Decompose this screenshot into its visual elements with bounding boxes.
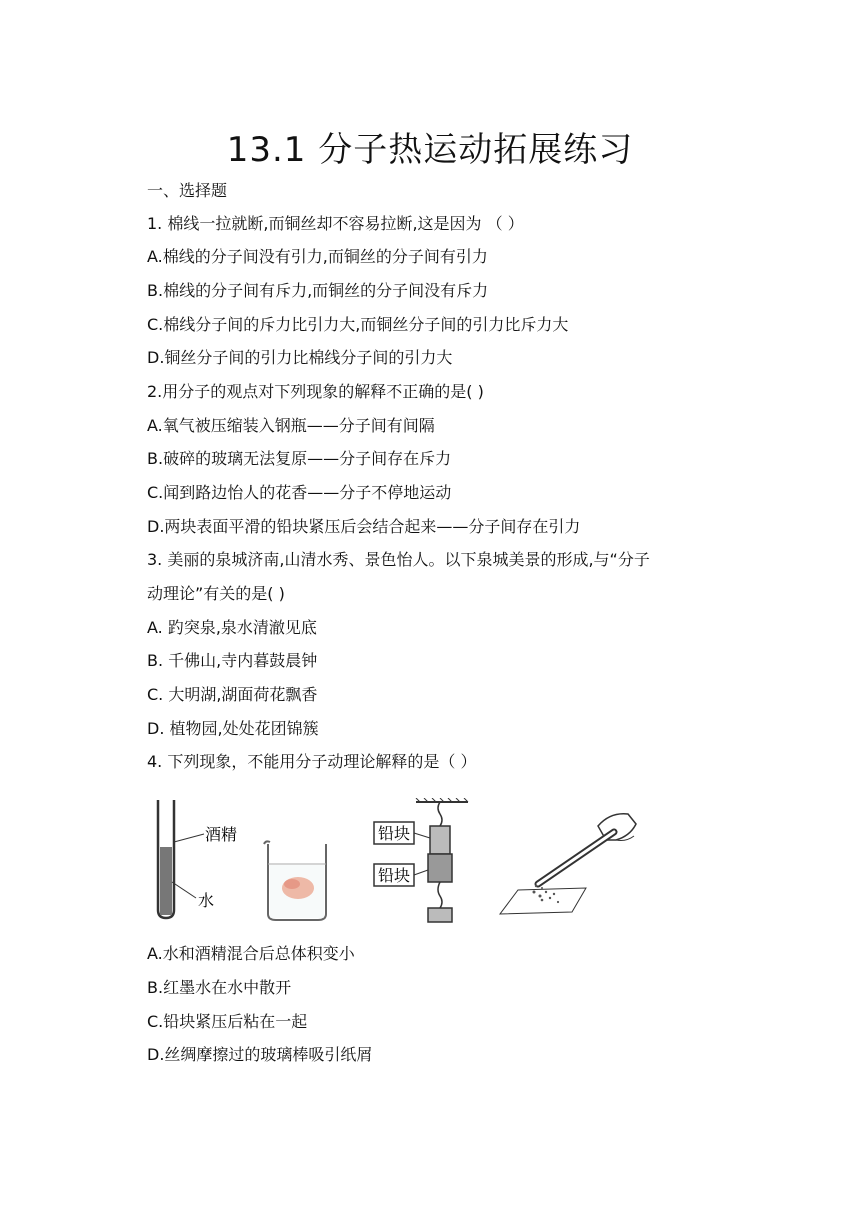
q1-option-c: C.棉线分子间的斥力比引力大,而铜丝分子间的引力比斥力大	[147, 315, 569, 334]
q4-option-a: A.水和酒精混合后总体积变小	[147, 944, 355, 963]
q4-option-c: C.铅块紧压后粘在一起	[147, 1012, 308, 1031]
lead-label-bottom: 铅块	[378, 866, 411, 885]
test-tube-figure	[150, 792, 250, 922]
q4-option-b: B.红墨水在水中散开	[147, 978, 292, 997]
q4-stem: 4. 下列现象，不能用分子动理论解释的是（ ）	[147, 752, 477, 771]
page-title: 13.1 分子热运动拓展练习	[226, 130, 634, 170]
water-label: 水	[198, 891, 215, 910]
q3-option-a: A. 趵突泉,泉水清澈见底	[147, 618, 317, 637]
q3-stem-line2: 动理论”有关的是( )	[147, 584, 285, 603]
glass-rod-figure	[498, 806, 648, 916]
q1-option-a: A.棉线的分子间没有引力,而铜丝的分子间有引力	[147, 247, 488, 266]
q2-stem: 2.用分子的观点对下列现象的解释不正确的是( )	[147, 382, 484, 401]
q2-option-c: C.闻到路边怡人的花香——分子不停地运动	[147, 483, 452, 502]
q2-option-a: A.氧气被压缩装入钢瓶——分子间有间隔	[147, 416, 435, 435]
q3-option-c: C. 大明湖,湖面荷花飘香	[147, 685, 318, 704]
q1-option-b: B.棉线的分子间有斥力,而铜丝的分子间没有斥力	[147, 281, 489, 300]
q2-option-b: B.破碎的玻璃无法复原——分子间存在斥力	[147, 449, 452, 468]
alcohol-label: 酒精	[205, 825, 238, 844]
q4-figures	[150, 792, 650, 927]
lead-blocks-figure	[372, 798, 482, 926]
q1-stem: 1. 棉线一拉就断,而铜丝却不容易拉断,这是因为 （ ）	[147, 214, 524, 233]
q1-option-d: D.铜丝分子间的引力比棉线分子间的引力大	[147, 348, 453, 367]
q4-option-d: D.丝绸摩擦过的玻璃棒吸引纸屑	[147, 1045, 373, 1064]
lead-label-top: 铅块	[378, 824, 411, 843]
q2-option-d: D.两块表面平滑的铅块紧压后会结合起来——分子间存在引力	[147, 517, 581, 536]
beaker-figure	[262, 838, 332, 923]
q3-option-b: B. 千佛山,寺内暮鼓晨钟	[147, 651, 318, 670]
q3-option-d: D. 植物园,处处花团锦簇	[147, 719, 319, 738]
q3-stem-line1: 3. 美丽的泉城济南,山清水秀、景色怡人。以下泉城美景的形成,与“分子	[147, 550, 650, 569]
section-heading: 一、选择题	[147, 181, 228, 200]
